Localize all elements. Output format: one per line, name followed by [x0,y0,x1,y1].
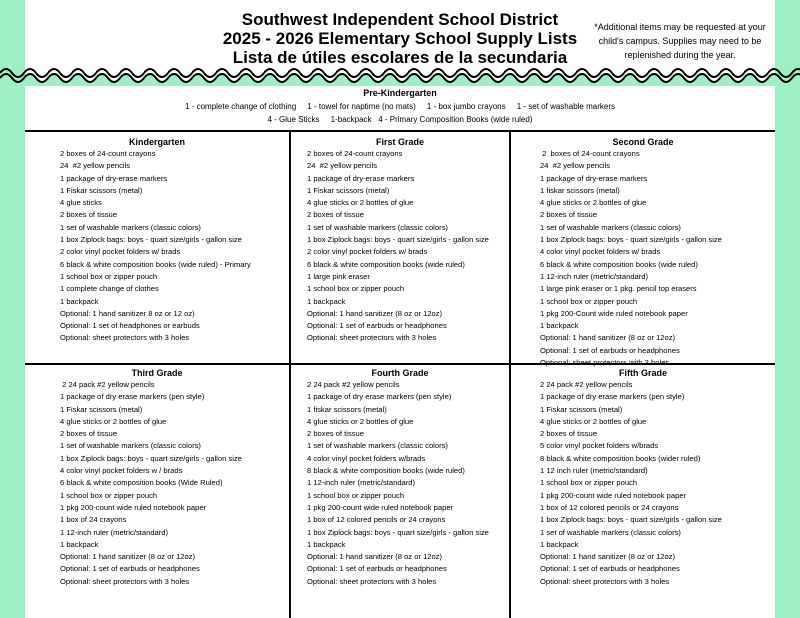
fifth-grade-card [511,367,775,618]
supply-item: 1 large pink eraser or 1 pkg. pencil top erasers [540,284,697,294]
supply-item: 1 pkg 200-Count wide ruled notebook paper [540,308,688,318]
first-grade-heading: First Grade [375,137,424,147]
supply-item: 2 boxes of 24-count crayons [540,149,640,158]
second-grade-heading: Second Grade [612,137,674,147]
supply-item: 1 backpack [540,321,579,331]
supply-item: 1 fiskar scissors (metal) [307,404,387,414]
supply-item: 6 black & white composition books (wide ruled) [540,259,698,269]
fourth-grade-list [291,379,509,588]
fourth-grade-heading: Fourth Grade [371,368,429,378]
fifth-grade-list [511,379,775,588]
kindergarten-card [25,136,289,362]
prek-line-2: 4 - Glue Sticks 1-backpack 4 - Primary Composition Books (wide ruled) [267,115,533,124]
supply-item: 1 school box or zipper pouch [307,284,405,294]
supply-item: 8 black & white composition books (wide ruled) [307,466,465,476]
second-grade-card [511,136,775,368]
supply-item: 6 black & white composition books (wide ruled) [307,259,465,269]
supply-item: 1 box Ziplock bags: boys - quart size/girls - gallon size [307,235,489,245]
supply-item: Optional: sheet protectors with 3 holes [540,576,670,586]
supply-item: 4 glue sticks [60,198,102,208]
supply-item: 1 backpack [540,539,579,549]
prek-line-1: 1 - complete change of clothing 1 - towel for naptime (no mats) 1 - box jumbo crayons 1 - set of washable markers [185,102,615,111]
supply-item: 1 package of dry-erase markers [307,173,415,183]
third-grade-heading: Third Grade [131,368,183,378]
supply-item: 1 package of dry-erase markers [540,173,648,183]
supply-item: 1 set of washable markers (classic colors) [307,441,448,451]
second-grade-list [511,148,775,369]
title-line-2: 2025 - 2026 Elementary School Supply Lists [222,29,578,48]
supply-item: 24 #2 yellow pencils [307,161,378,171]
supply-item: 1 box of 12 colored pencils or 24 crayons [540,502,679,512]
supply-item: Optional: 1 set of earbuds or headphones [540,345,680,355]
note-line-2: child's campus. Supplies may need to be [598,36,762,46]
supply-item: 1 school box or zipper pouch [540,296,638,306]
fourth-grade-card [291,367,509,618]
supply-item: 1 box Ziplock bags: boys - quart size/girls - gallon size [540,515,722,525]
supply-item: 6 black & white composition books (Wide Ruled) [60,478,223,488]
supply-item: 2 color vinyl pocket folders w/ brads [60,247,181,257]
supply-item: 1 box of 12 colored pencils or 24 crayons [307,515,446,525]
supply-item: Optional: 1 set of earbuds or headphones [307,321,447,331]
first-grade-card [291,136,509,362]
supply-item: 1 large pink eraser [307,271,370,281]
supply-item: 1 pkg 200-count wide ruled notebook paper [60,502,207,512]
third-grade-card [25,367,289,618]
supply-item: Optional: 1 set of earbuds or headphones [540,564,680,574]
supply-item: 1 Fiskar scissors (metal) [307,185,390,195]
first-grade-list [291,148,509,345]
supply-item: 1 backpack [60,296,99,306]
supply-item: Optional: sheet protectors with 3 holes [540,358,670,368]
supply-item: 1 12-inch ruler (metric/standard) [60,527,169,537]
grid-top-border [25,130,775,132]
supply-item: 24 #2 yellow pencils [60,161,131,171]
supply-item: 1 set of washable markers (classic colors) [60,222,201,232]
supply-item: 1 box Ziplock bags: boys - quart size/girls - gallon size [307,527,489,537]
supply-item: 4 color vinyl pocket folders w/ brads [540,247,661,257]
supply-item: 1 package of dry erase markers (pen style) [307,392,452,402]
prek-heading: Pre-Kindergarten [363,88,437,98]
supply-item: 24 #2 yellow pencils [540,161,611,171]
supply-item: Optional: 1 hand sanitizer (8 oz or 12oz) [540,333,676,343]
supply-item: 4 glue sticks or 2 bottles of glue [540,416,647,426]
supply-item: Optional: sheet protectors with 3 holes [307,333,437,343]
supply-item: 2 boxes of 24-count crayons [60,149,156,158]
supply-item: 2 boxes of tissue [307,210,364,220]
supply-item: 1 set of washable markers (classic colors) [540,222,681,232]
supply-item: 1 school box or zipper pouch [60,490,158,500]
supply-item: Optional: 1 hand sanitizer (8 oz or 12oz) [60,552,196,562]
fifth-grade-heading: Fifth Grade [618,368,667,378]
supply-item: 1 Fiskar scissors (metal) [540,404,623,414]
supply-item: Optional: 1 hand sanitizer (8 oz or 12oz) [540,552,676,562]
supply-item: 1 Fiskar scissors (metal) [60,185,143,195]
supply-item: 1 package of dry erase markers (pen style) [540,392,685,402]
note-line-3: replenished during the year. [624,50,736,60]
supply-item: 1 box Ziplock bags: boys - quart size/girls - gallon size [60,453,242,463]
page-title [200,10,600,67]
supply-item: 2 boxes of tissue [540,429,597,439]
supply-item: Optional: sheet protectors with 3 holes [60,576,190,586]
supply-item: 2 24 pack #2 yellow pencils [540,380,633,389]
kindergarten-heading: Kindergarten [128,137,185,147]
supply-item: 2 color vinyl pocket folders w/ brads [307,247,428,257]
supply-item: 1 pkg 200-count wide ruled notebook paper [540,490,687,500]
supply-item: 1 pkg 200-count wide ruled notebook paper [307,502,454,512]
supply-item: 1 Fiskar scissors (metal) [60,404,143,414]
kindergarten-list [25,148,289,345]
supply-item: 2 24 pack #2 yellow pencils [307,380,400,389]
supply-item: 1 complete change of clothes [60,284,159,294]
supply-item: 1 12-inch ruler (metric/standard) [307,478,416,488]
supply-item: 4 glue sticks or 2 bottles of glue [307,198,414,208]
grade-grid [25,130,775,618]
supply-item: 1 package of dry erase markers (pen style) [60,392,205,402]
supply-item: 4 glue sticks or 2 bottles of glue [60,416,167,426]
supply-item: 2 boxes of tissue [540,210,597,220]
note-line-1: *Additional items may be requested at your [594,22,766,32]
decorative-wave-divider [0,64,800,86]
title-line-1: Southwest Independent School District [241,10,559,29]
supply-item: 2 boxes of tissue [60,429,117,439]
supply-item: 1 box of 24 crayons [60,515,127,525]
supply-item: 1 box Ziplock bags: boys - quart size/girls - gallon size [60,235,242,245]
supply-item: Optional: 1 set of earbuds or headphones [307,564,447,574]
supply-item: 1 backpack [60,539,99,549]
prek-section [25,86,775,130]
supply-item: 1 fiskar scissors (metal) [540,185,620,195]
supply-item: Optional: 1 set of headphones or earbuds [60,321,200,331]
additional-items-note [590,20,770,62]
supply-item: Optional: 1 hand sanitizer (8 oz or 12oz) [307,552,443,562]
supply-item: 1 school box or zipper pouch [307,490,405,500]
supply-item: 2 boxes of tissue [307,429,364,439]
supply-item: 1 set of washable markers (classic colors) [540,527,681,537]
supply-item: Optional: 1 hand sanitizer 8 oz or 12 oz) [60,308,195,318]
supply-item: 5 color vinyl pocket folders w/brads [540,441,659,451]
supply-item: 6 black & white composition books (wide ruled) - Primary [60,259,251,269]
supply-item: 8 black & white composition books (wider ruled) [540,453,701,463]
right-green-border [775,0,800,618]
supply-item: 1 school box or zipper pouch [540,478,638,488]
supply-item: 4 glue sticks or 2 bottles of glue [540,198,647,208]
supply-item: Optional: sheet protectors with 3 holes [307,576,437,586]
supply-item: Optional: 1 set of earbuds or headphones [60,564,200,574]
supply-item: 1 backpack [307,539,346,549]
supply-item: 1 12 inch ruler (metric/standard) [540,466,648,476]
supply-item: 1 box Ziplock bags: boys - quart size/girls - gallon size [540,235,722,245]
supply-item: 2 24 pack #2 yellow pencils [60,380,155,389]
supply-item: 1 school box or zipper pouch [60,271,158,281]
supply-item: 2 boxes of tissue [60,210,117,220]
supply-item: 1 12-inch ruler (metric/standard) [540,271,649,281]
supply-item: 4 color vinyl pocket folders w/brads [307,453,426,463]
supply-item: 1 package of dry-erase markers [60,173,168,183]
supply-item: 2 boxes of 24-count crayons [307,149,403,158]
supply-item: 1 set of washable markers (classic colors) [307,222,448,232]
supply-item: Optional: 1 hand sanitizer (8 oz or 12oz) [307,308,443,318]
supply-item: 1 backpack [307,296,346,306]
supply-item: 1 set of washable markers (classic colors) [60,441,201,451]
third-grade-list [25,379,289,588]
title-line-3: Lista de útiles escolares de la secundaria [232,48,568,67]
left-green-border [0,0,25,618]
supply-item: 4 color vinyl pocket folders w / brads [60,466,183,476]
supply-item: 4 glue sticks or 2 bottles of glue [307,416,414,426]
supply-item: Optional: sheet protectors with 3 holes [60,333,190,343]
